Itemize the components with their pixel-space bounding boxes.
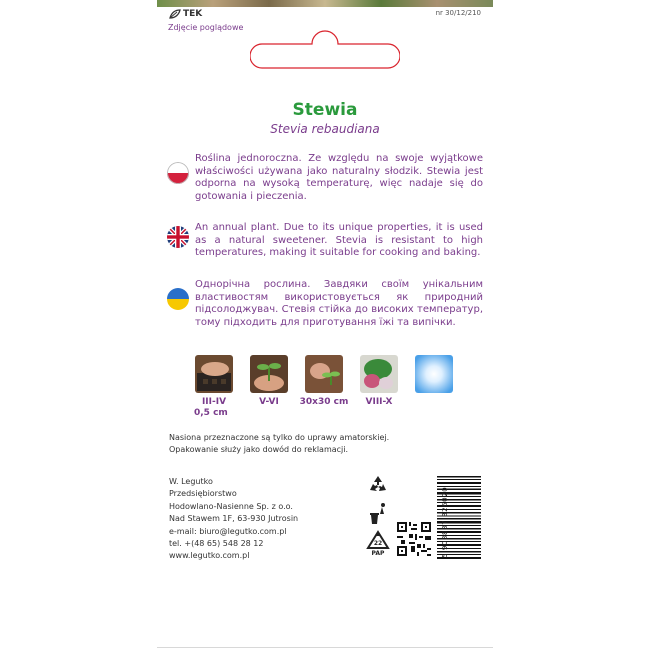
harvest-period-label: VIII-X xyxy=(365,397,393,407)
spacing-label: 30x30 cm xyxy=(299,397,349,407)
reference-number: nr 30/12/210 xyxy=(435,9,481,17)
seed-packet-back xyxy=(157,0,493,650)
company-line: www.legutko.com.pl xyxy=(169,551,250,561)
description-ukrainian: Однорічна рослина. Завдяки своїм унікальним властивостям використовується як природний підсолоджувач. Стевія стійка до високих температур, тому підходить для приготування їжі та випічки. xyxy=(195,279,483,328)
barcode-number: 5 903837 326020 xyxy=(441,486,449,558)
description-polish: Roślina jednoroczna. Ze względu na swoje wyjątkowe właściwości używana jako naturalny słodzik. Stewia jest odporna na wysoką temperaturę, więc nadaje się do gotowania i pieczenia. xyxy=(195,153,483,202)
harvest-photo-icon xyxy=(360,355,398,393)
company-line: W. Legutko xyxy=(169,477,213,486)
description-english: An annual plant. Due to its unique properties, it is used as a natural sweetener. Stevia is resistant to high temperatures, making it suitable for cooking and baking. xyxy=(195,222,483,258)
leaf-icon xyxy=(169,9,181,19)
photo-note: Zdjęcie poglądowe xyxy=(168,23,244,32)
sowing-trays-photo-icon xyxy=(195,355,233,393)
seedling-in-hand-photo-icon xyxy=(250,355,288,393)
complaint-note: Opakowanie służy jako dowód do reklamacji. xyxy=(169,445,349,454)
uk-flag-icon xyxy=(167,226,189,248)
recycle-icon xyxy=(367,474,389,496)
company-line: Nad Stawem 1F, 63-930 Jutrosin xyxy=(169,514,299,524)
company-line: Hodowlano-Nasienne Sp. z o.o. xyxy=(169,501,293,511)
packet-bottom-edge xyxy=(157,647,493,648)
company-line: tel. +(48 65) 548 28 12 xyxy=(169,539,264,549)
company-line: e-mail: biuro@legutko.com.pl xyxy=(169,526,287,536)
brand-name: TEK xyxy=(183,9,203,19)
company-line: Przedsiębiorstwo xyxy=(169,489,237,499)
hang-hole-outline xyxy=(250,30,400,72)
sowing-depth-label: 0,5 cm xyxy=(194,408,228,418)
page-title: Stewia xyxy=(292,100,358,120)
trash-bin-icon xyxy=(367,502,389,526)
brand-logo xyxy=(169,9,202,19)
sun-photo-icon xyxy=(415,355,453,393)
company-address xyxy=(169,476,298,563)
planting-period-label: V-VI xyxy=(259,397,279,407)
poland-flag-icon xyxy=(167,162,189,184)
top-photo-strip xyxy=(157,0,493,7)
sowing-period-label: III-IV xyxy=(201,397,227,407)
recycle-code: 22 xyxy=(373,540,383,547)
amateur-use-note: Nasiona przeznaczone są tylko do uprawy amatorskiej. xyxy=(169,433,390,442)
planting-in-soil-photo-icon xyxy=(305,355,343,393)
qr-code-icon[interactable] xyxy=(397,522,431,556)
latin-name: Stevia rebaudiana xyxy=(270,122,380,136)
ukraine-flag-icon xyxy=(167,288,189,310)
recycle-material: PAP xyxy=(371,550,385,557)
